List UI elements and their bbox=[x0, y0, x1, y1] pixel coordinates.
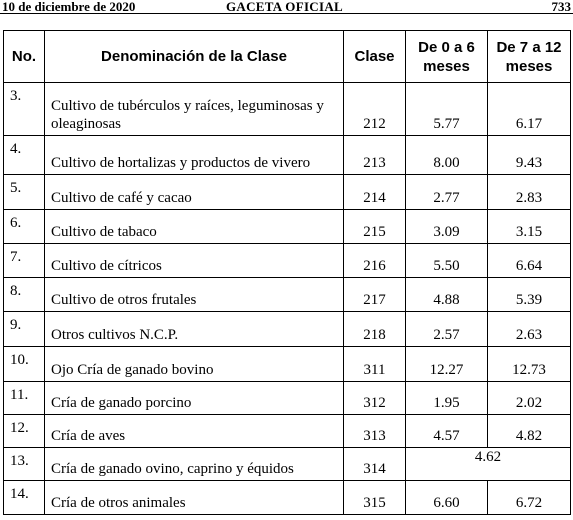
class-name: Cría de aves bbox=[45, 415, 344, 448]
class-name: Cultivo de cítricos bbox=[45, 244, 344, 278]
column-header-range-7-12: De 7 a 12 meses bbox=[488, 31, 571, 83]
rate-0-6: 12.27 bbox=[406, 347, 488, 382]
rate-0-6: 8.00 bbox=[406, 136, 488, 175]
class-code: 216 bbox=[344, 244, 406, 278]
table-row bbox=[4, 382, 571, 415]
rate-7-12: 6.64 bbox=[488, 244, 571, 278]
class-name: Cultivo de tubérculos y raíces, leguminosas y oleaginosas bbox=[45, 83, 344, 136]
rate-7-12: 4.82 bbox=[488, 415, 571, 448]
class-code: 218 bbox=[344, 312, 406, 347]
header-title: GACETA OFICIAL bbox=[226, 0, 344, 14]
class-name: Cría de otros animales bbox=[45, 481, 344, 515]
rate-merged: 4.62 bbox=[406, 448, 571, 481]
class-name: Otros cultivos N.C.P. bbox=[45, 312, 344, 347]
class-code: 217 bbox=[344, 278, 406, 312]
rate-0-6: 6.60 bbox=[406, 481, 488, 515]
rate-7-12: 9.43 bbox=[488, 136, 571, 175]
row-number: 3. bbox=[4, 83, 45, 136]
header-rule bbox=[0, 13, 573, 14]
class-code: 215 bbox=[344, 210, 406, 244]
row-number: 7. bbox=[4, 244, 45, 278]
row-number: 9. bbox=[4, 312, 45, 347]
rate-7-12: 6.72 bbox=[488, 481, 571, 515]
table-row bbox=[4, 175, 571, 210]
row-number: 6. bbox=[4, 210, 45, 244]
class-code: 214 bbox=[344, 175, 406, 210]
table-row bbox=[4, 244, 571, 278]
rate-0-6: 3.09 bbox=[406, 210, 488, 244]
class-name: Cultivo de tabaco bbox=[45, 210, 344, 244]
rates-table bbox=[3, 30, 571, 515]
table-row bbox=[4, 415, 571, 448]
class-name: Cría de ganado porcino bbox=[45, 382, 344, 415]
rate-7-12: 6.17 bbox=[488, 83, 571, 136]
page-header bbox=[0, 0, 573, 14]
table-row bbox=[4, 448, 571, 481]
rate-7-12: 2.02 bbox=[488, 382, 571, 415]
rate-0-6: 2.57 bbox=[406, 312, 488, 347]
rate-0-6: 1.95 bbox=[406, 382, 488, 415]
class-name: Cría de ganado ovino, caprino y équidos bbox=[45, 448, 344, 481]
column-header-denominacion: Denominación de la Clase bbox=[45, 31, 344, 83]
header-date: 10 de diciembre de 2020 bbox=[2, 0, 136, 14]
class-code: 311 bbox=[344, 347, 406, 382]
table-row bbox=[4, 347, 571, 382]
class-code: 213 bbox=[344, 136, 406, 175]
row-number: 12. bbox=[4, 415, 45, 448]
rate-0-6: 5.50 bbox=[406, 244, 488, 278]
rate-0-6: 4.57 bbox=[406, 415, 488, 448]
row-number: 14. bbox=[4, 481, 45, 515]
class-code: 315 bbox=[344, 481, 406, 515]
table-row bbox=[4, 83, 571, 136]
rate-7-12: 3.15 bbox=[488, 210, 571, 244]
class-name: Cultivo de hortalizas y productos de vivero bbox=[45, 136, 344, 175]
table-header-row bbox=[4, 31, 571, 83]
table-row bbox=[4, 136, 571, 175]
row-number: 8. bbox=[4, 278, 45, 312]
class-code: 313 bbox=[344, 415, 406, 448]
rate-7-12: 2.63 bbox=[488, 312, 571, 347]
column-header-range-0-6: De 0 a 6 meses bbox=[406, 31, 488, 83]
table-row bbox=[4, 481, 571, 515]
class-code: 312 bbox=[344, 382, 406, 415]
row-number: 11. bbox=[4, 382, 45, 415]
row-number: 10. bbox=[4, 347, 45, 382]
rate-7-12: 2.83 bbox=[488, 175, 571, 210]
table-row bbox=[4, 210, 571, 244]
class-name: Cultivo de café y cacao bbox=[45, 175, 344, 210]
rate-0-6: 2.77 bbox=[406, 175, 488, 210]
class-name: Ojo Cría de ganado bovino bbox=[45, 347, 344, 382]
rate-0-6: 5.77 bbox=[406, 83, 488, 136]
column-header-clase: Clase bbox=[344, 31, 406, 83]
column-header-no: No. bbox=[4, 31, 45, 83]
rate-7-12: 12.73 bbox=[488, 347, 571, 382]
row-number: 5. bbox=[4, 175, 45, 210]
rate-0-6: 4.88 bbox=[406, 278, 488, 312]
table-row bbox=[4, 312, 571, 347]
page-number: 733 bbox=[551, 0, 571, 14]
row-number: 13. bbox=[4, 448, 45, 481]
rate-7-12: 5.39 bbox=[488, 278, 571, 312]
row-number: 4. bbox=[4, 136, 45, 175]
table-body bbox=[4, 83, 571, 515]
class-code: 314 bbox=[344, 448, 406, 481]
class-name: Cultivo de otros frutales bbox=[45, 278, 344, 312]
table-row bbox=[4, 278, 571, 312]
class-code: 212 bbox=[344, 83, 406, 136]
